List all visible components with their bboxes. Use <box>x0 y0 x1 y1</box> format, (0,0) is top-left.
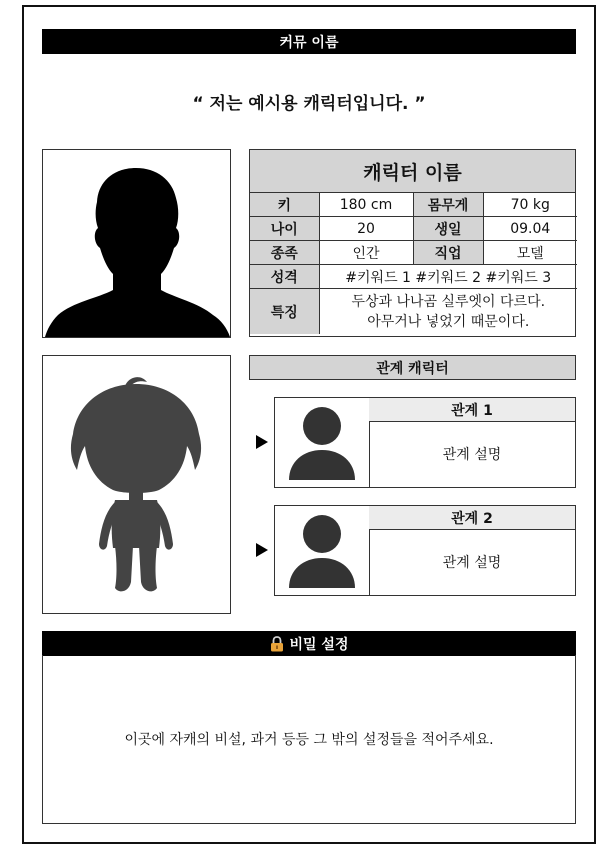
job-value: 모델 <box>483 241 577 265</box>
person-silhouette-icon <box>43 150 230 337</box>
feature-line-2: 아무거나 넣었기 때문이다. <box>367 313 530 330</box>
table-row <box>250 217 577 241</box>
age-value: 20 <box>319 217 413 241</box>
chibi-silhouette-icon <box>43 356 230 613</box>
weight-value: 70 kg <box>483 193 577 217</box>
relation-description: 관계 설명 <box>442 555 502 571</box>
feature-value <box>319 289 577 335</box>
portrait-image <box>42 149 231 338</box>
personality-value: #키워드 1 #키워드 2 #키워드 3 <box>319 265 577 289</box>
relations-header: 관계 캐릭터 <box>249 355 576 380</box>
age-label: 나이 <box>250 217 319 241</box>
personality-label: 성격 <box>250 265 319 289</box>
lock-icon <box>270 636 284 652</box>
community-title: 커뮤 이름 <box>279 34 339 51</box>
fullbody-image <box>42 355 231 614</box>
community-title-bar <box>42 29 576 54</box>
relation-name: 관계 1 <box>369 398 575 422</box>
birthday-label: 생일 <box>413 217 483 241</box>
secret-text: 이곳에 자캐의 비설, 과거 등등 그 밖의 설정들을 적어주세요. <box>124 732 494 748</box>
feature-line-1: 두상과 나나곰 실루엣이 다르다. <box>351 293 546 310</box>
secret-body <box>42 655 576 824</box>
avatar <box>275 398 370 487</box>
relation-name: 관계 2 <box>369 506 575 530</box>
relation-card-2 <box>274 505 576 596</box>
table-row <box>250 289 577 335</box>
character-quote: “ 저는 예시용 캐릭터입니다. ” <box>192 93 426 114</box>
relation-description: 관계 설명 <box>442 447 502 463</box>
weight-label: 몸무게 <box>413 193 483 217</box>
user-avatar-icon <box>287 512 357 590</box>
job-label: 직업 <box>413 241 483 265</box>
relation-card-1 <box>274 397 576 488</box>
profile-stats <box>250 193 577 334</box>
avatar <box>275 506 370 595</box>
height-label: 키 <box>250 193 319 217</box>
arrow-right-icon <box>256 435 268 449</box>
race-value: 인간 <box>319 241 413 265</box>
table-row <box>250 193 577 217</box>
table-row <box>250 265 577 289</box>
table-row <box>250 241 577 265</box>
feature-label: 특징 <box>250 289 319 335</box>
height-value: 180 cm <box>319 193 413 217</box>
user-avatar-icon <box>287 404 357 482</box>
secret-title: 비밀 설정 <box>289 636 349 653</box>
character-name: 캐릭터 이름 <box>250 150 575 193</box>
arrow-right-icon <box>256 543 268 557</box>
secret-header <box>42 631 576 656</box>
race-label: 종족 <box>250 241 319 265</box>
profile-table <box>249 149 576 337</box>
birthday-value: 09.04 <box>483 217 577 241</box>
